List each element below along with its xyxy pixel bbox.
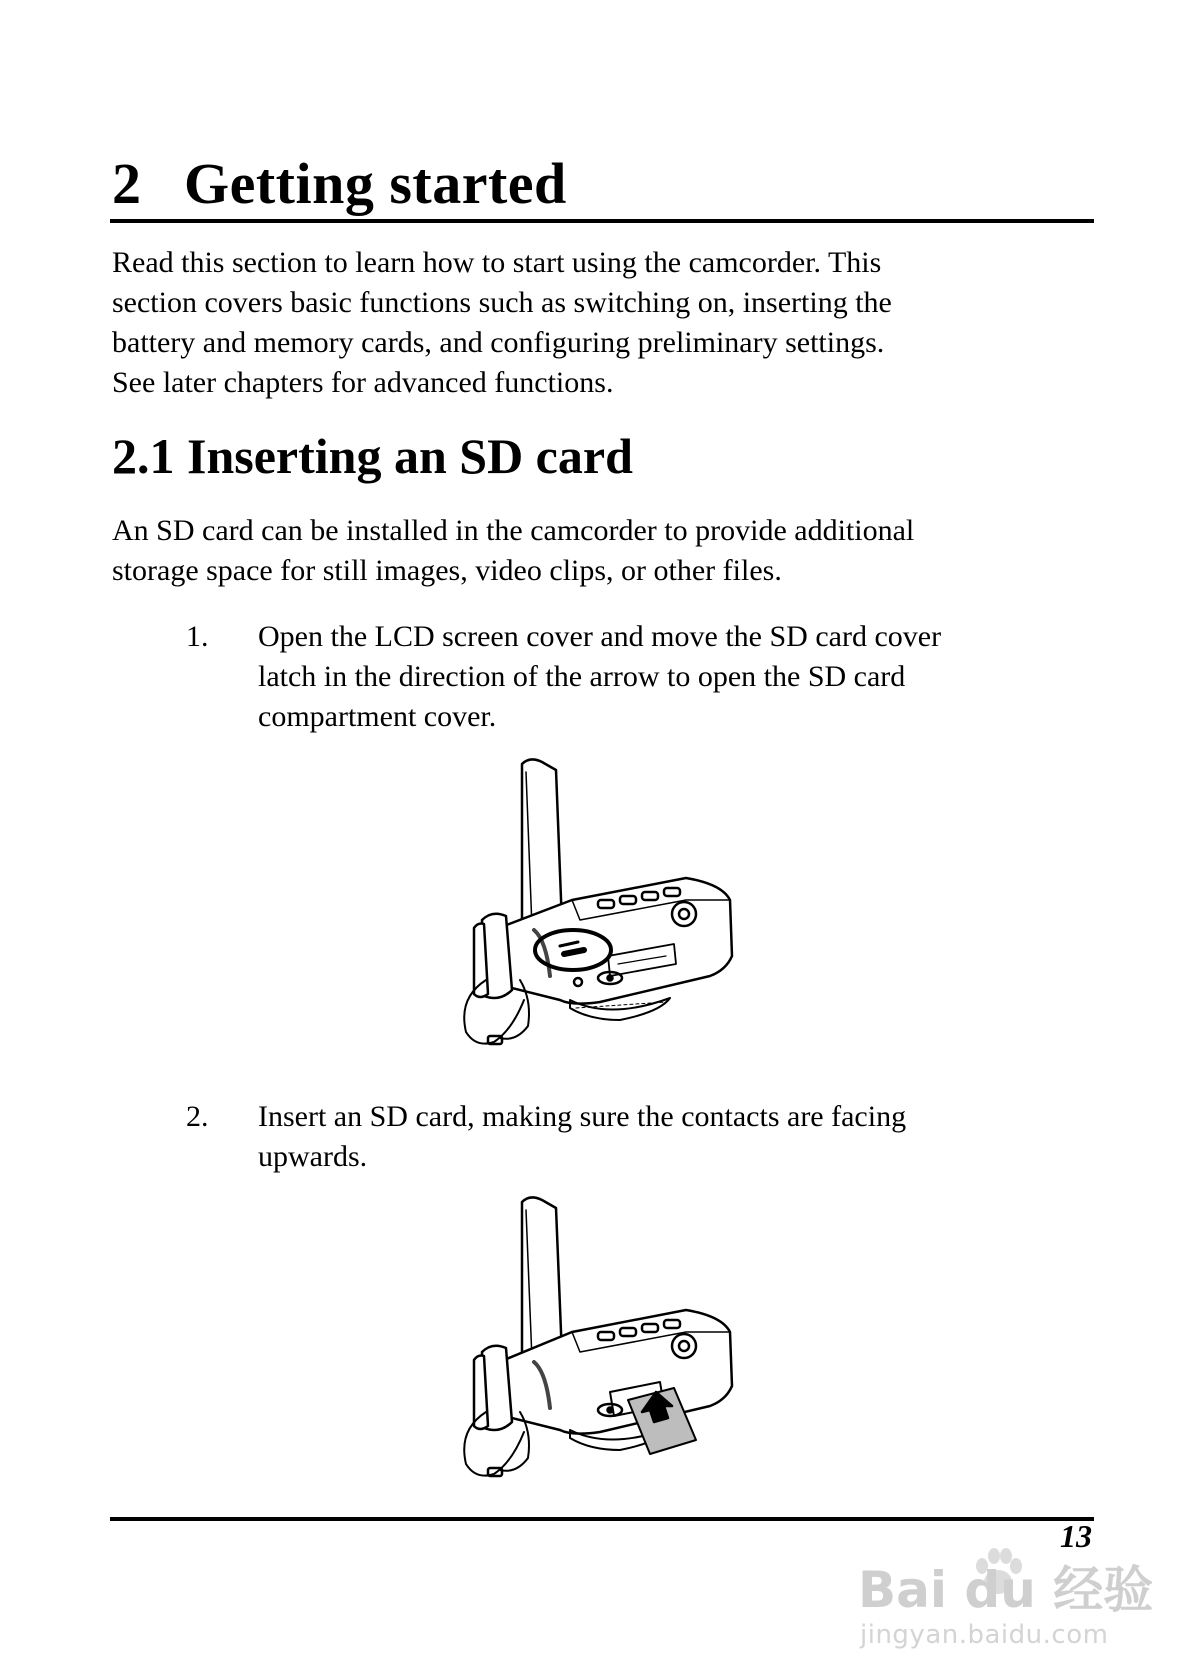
step-1-line-3: compartment cover. [258,700,497,733]
chapter-title: Getting started [184,151,567,216]
section-intro-line-1: An SD card can be installed in the camcorder to provide additional [112,514,915,547]
footer-rule [110,1517,1094,1521]
intro-line-4: See later chapters for advanced functions. [112,366,614,399]
step-1-line-1: Open the LCD screen cover and move the SD card cover [258,620,942,653]
camcorder-insert-sd-illustration [460,1192,740,1512]
chapter-heading [112,150,567,217]
step-2-line-1: Insert an SD card, making sure the contacts are facing [258,1100,907,1133]
camcorder-open-cover-illustration [460,750,740,1080]
watermark-brand: Bai du 经验 [858,1561,1154,1619]
page-number: 13 [1060,1518,1092,1554]
chapter-number: 2 [112,151,142,216]
watermark-url: jingyan.baidu.com [860,1620,1109,1650]
intro-line-3: battery and memory cards, and configuring preliminary settings. [112,326,885,359]
step-1-number: 1. [186,620,209,653]
section-heading: 2.1 Inserting an SD card [112,428,633,484]
heading-rule [110,219,1094,223]
baidu-watermark [850,1550,1154,1670]
step-1-line-2: latch in the direction of the arrow to open the SD card [258,660,906,693]
section-intro-line-2: storage space for still images, video clips, or other files. [112,554,782,587]
intro-line-1: Read this section to learn how to start using the camcorder. This [112,246,882,279]
intro-line-2: section covers basic functions such as switching on, inserting the [112,286,892,319]
step-2-line-2: upwards. [258,1140,368,1173]
step-2-number: 2. [186,1100,209,1133]
